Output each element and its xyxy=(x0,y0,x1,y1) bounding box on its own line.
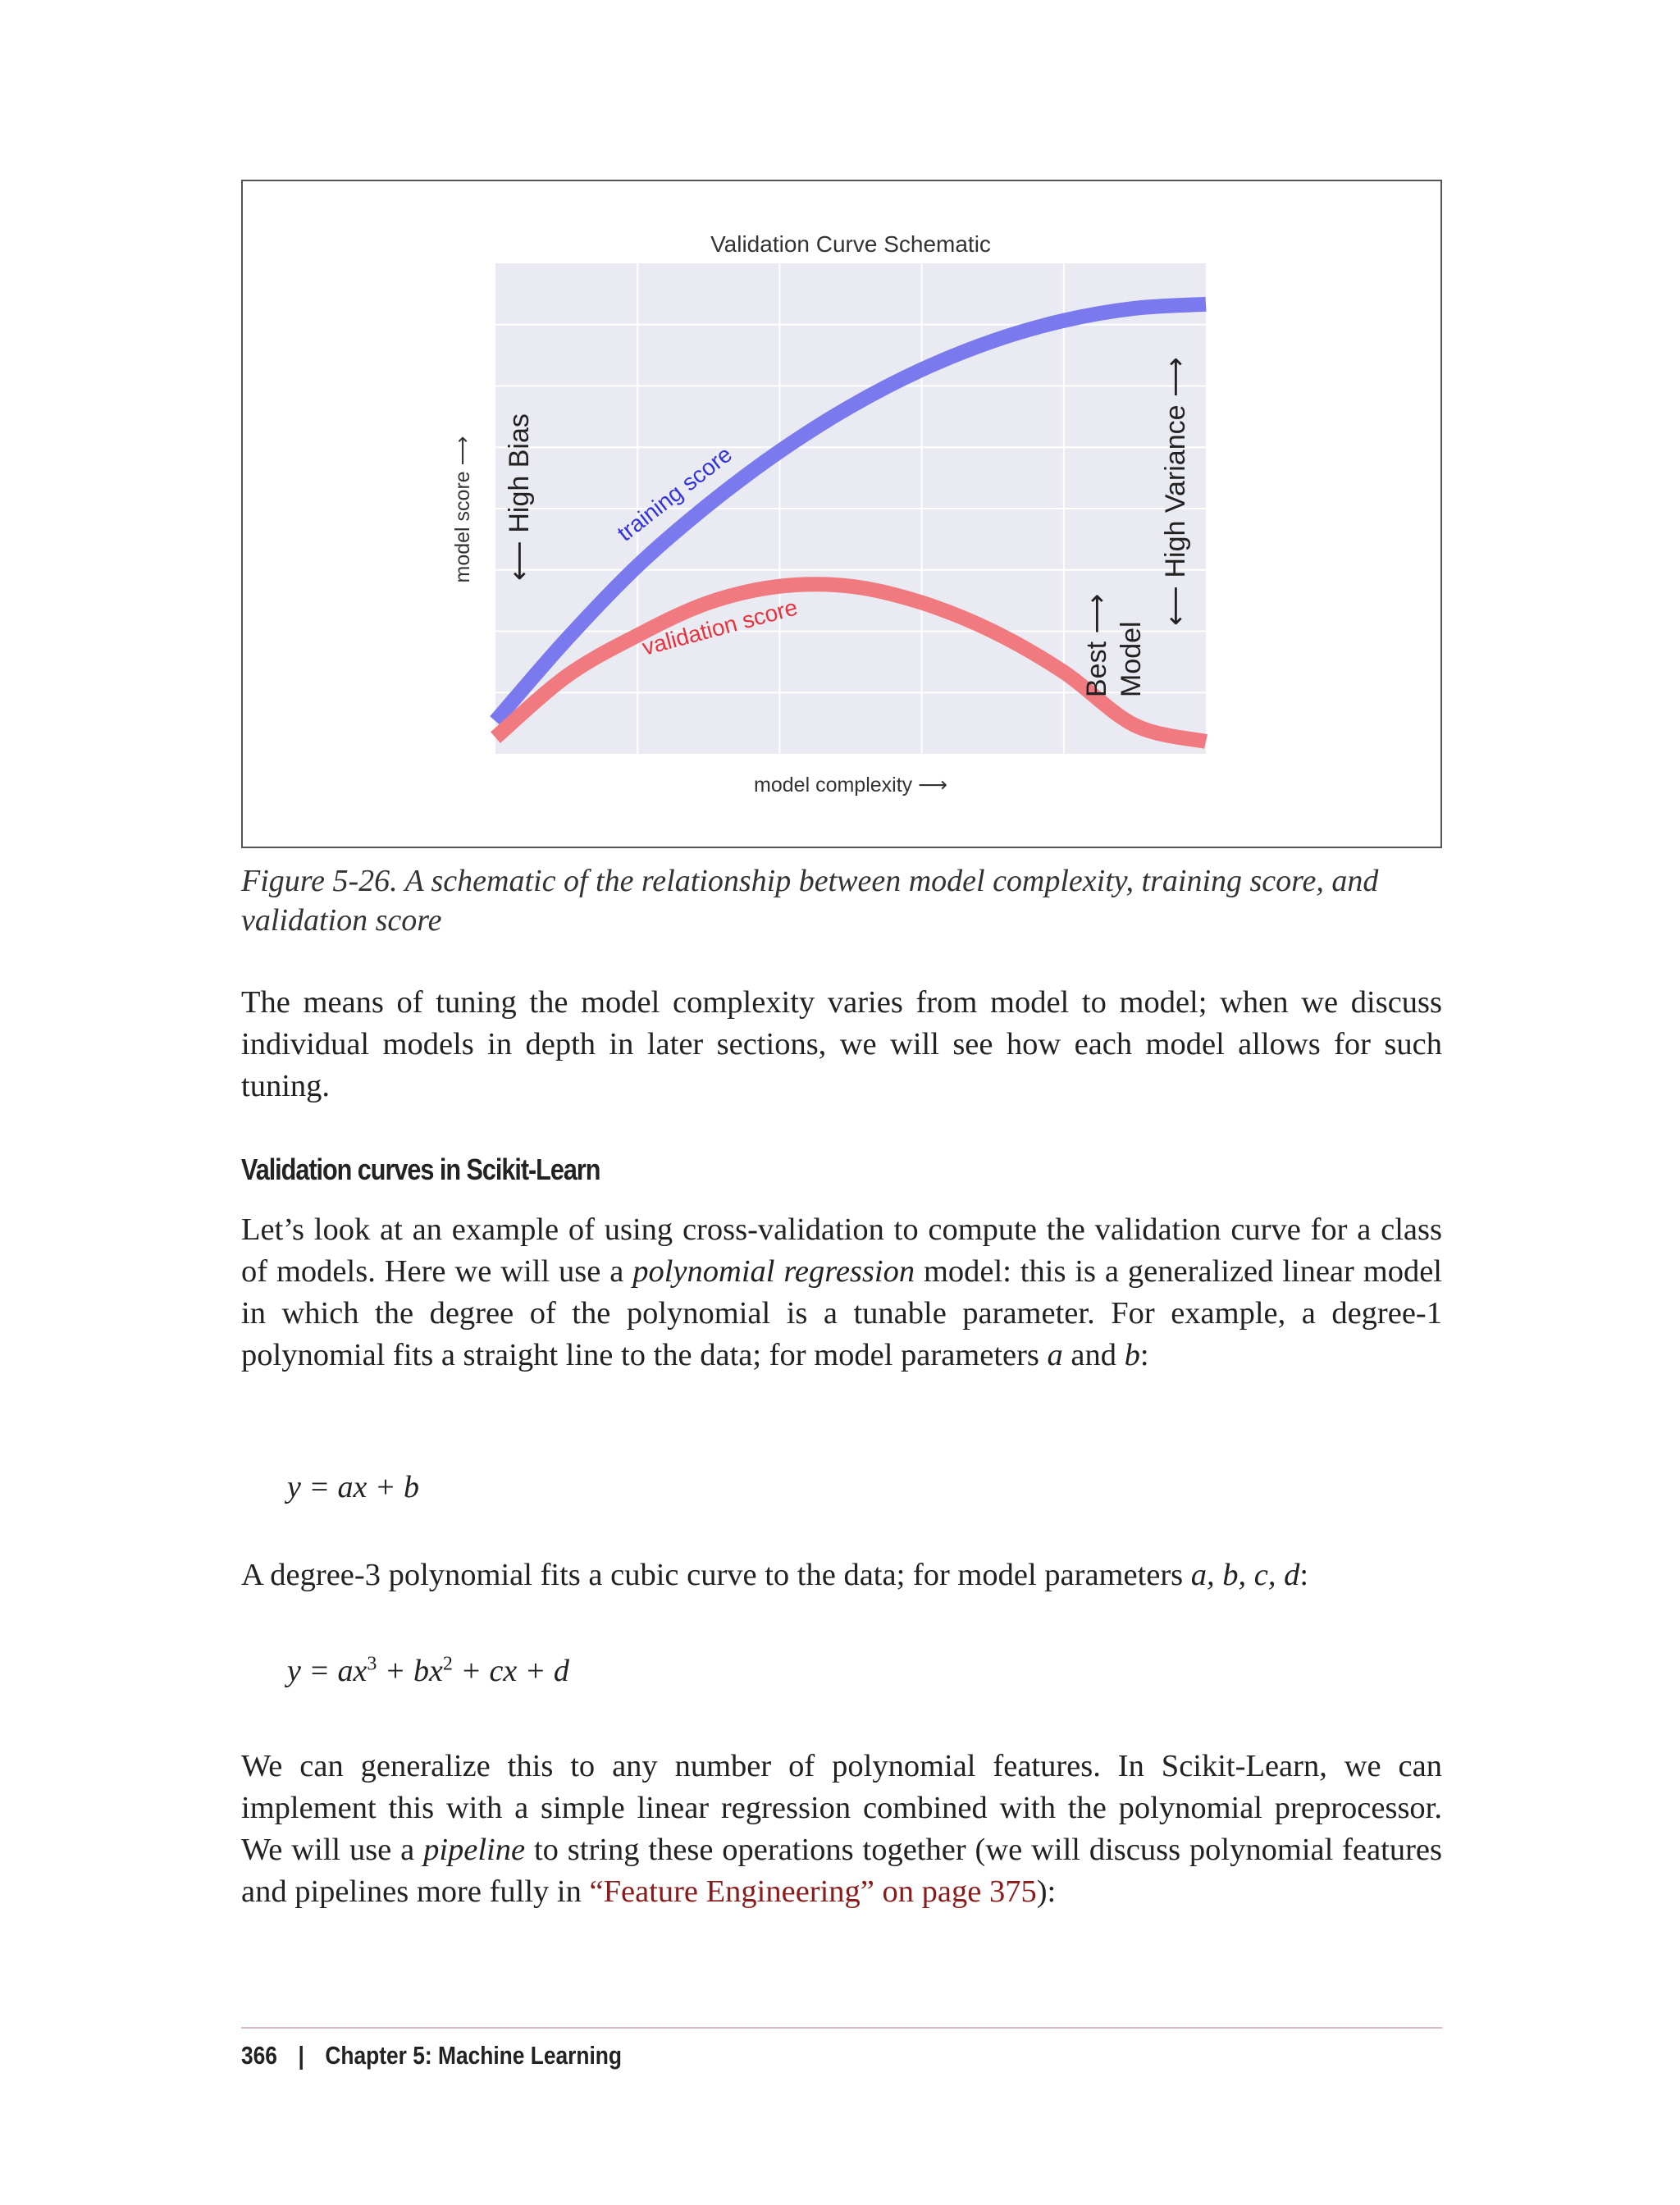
page-footer xyxy=(241,2041,622,2070)
validation-curve-chart xyxy=(243,181,1440,847)
equation-cubic: $y = ax^3 + bx^2$ + cx + d xyxy=(287,1653,569,1688)
paragraph-tuning: The means of tuning the model complexity varies from model to model; when we discuss individual models in depth in later sections, we will see how each model allows for such tuning. xyxy=(241,985,1442,1103)
footer-separator: | xyxy=(298,2041,304,2070)
chart-title: Validation Curve Schematic xyxy=(710,231,991,257)
chapter-title: Chapter 5: Machine Learning xyxy=(325,2041,623,2070)
figure-frame xyxy=(241,180,1442,848)
section-heading: Validation curves in Scikit-Learn xyxy=(241,1153,600,1186)
best-annotation: Best ⟶ xyxy=(1081,593,1112,697)
model-annotation: Model xyxy=(1116,621,1147,697)
feature-engineering-link[interactable]: “Feature Engineering” on page 375 xyxy=(589,1874,1037,1909)
figure-caption: Figure 5-26. A schematic of the relationship between model complexity, training score, and validation score xyxy=(241,864,1379,938)
paragraph-validation-intro: Let’s look at an example of using cross-validation to compute the validation curve for a class of models. Here we will use a polynomial regression model: this is a generalized linear model in which the degree of the polynomial is a tunable parameter. For example, a degree-1 polynomial fits a straight line to the data; for model parameters a and b: xyxy=(241,1212,1442,1372)
high-variance-annotation: ⟵ High Variance ⟶ xyxy=(1160,357,1191,626)
equation-linear: y = ax + b xyxy=(287,1470,420,1504)
paragraph-cubic: A degree-3 polynomial fits a cubic curve to the data; for model parameters a, b, c, d: xyxy=(241,1558,1309,1592)
page-number: 366 xyxy=(241,2041,277,2070)
x-axis-label: model complexity ⟶ xyxy=(754,774,947,797)
paragraph-generalize: We can generalize this to any number of polynomial features. In Scikit-Learn, we can implement this with a simple linear regression combined with the polynomial preprocessor. We will use a pipeline to string these operations together (we will discuss polynomial features and pipelines more fully in “Feature Engineering” on page 375): xyxy=(241,1749,1442,1909)
high-bias-annotation: ⟵ High Bias xyxy=(504,413,535,581)
footer-divider xyxy=(241,2027,1442,2029)
validation-score-label: validation score xyxy=(639,594,801,660)
y-axis-label: model score ⟶ xyxy=(451,436,474,583)
training-score-label: training score xyxy=(612,441,737,546)
